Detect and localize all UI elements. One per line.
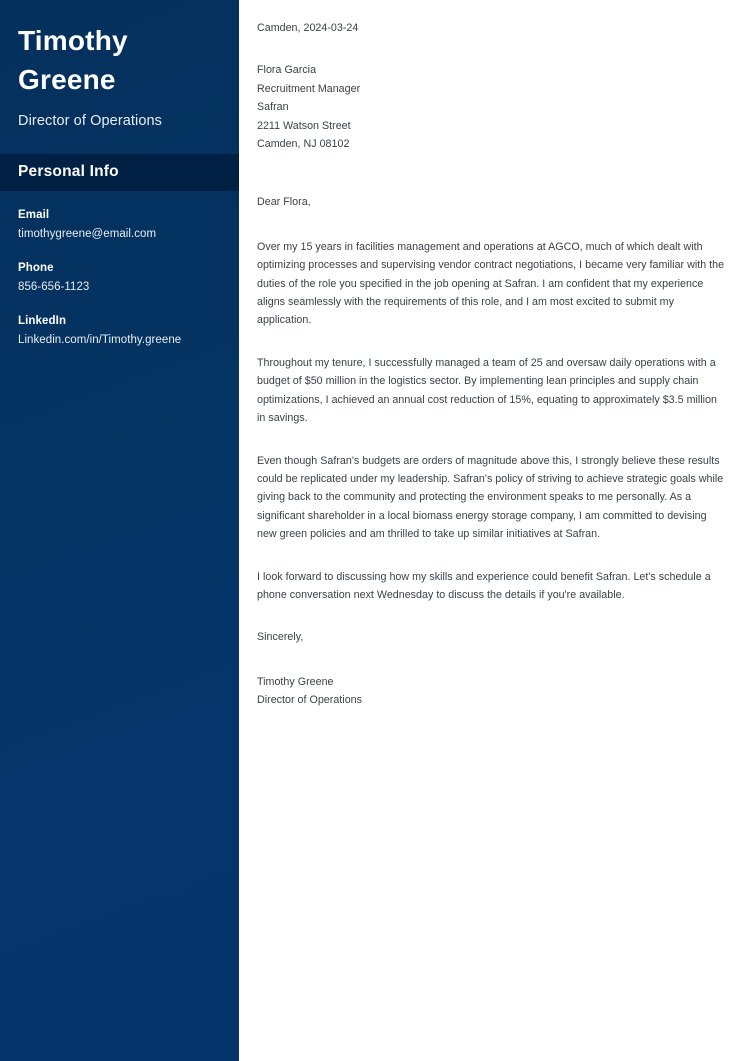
letter-paragraph-2: Throughout my tenure, I successfully managed a team of 25 and oversaw daily operations with a budget of $50 million in the logistics sector. By implementing lean principles and supply chain optimizations, I achieved an annual cost reduction of 15%, equating to approximately $3.5 million in savings.: [257, 356, 717, 425]
contact-item-phone: [18, 260, 221, 297]
last-name: Greene: [18, 63, 116, 95]
linkedin-value[interactable]: Linkedin.com/in/Timothy.greene: [18, 333, 182, 346]
contact-item-email: [18, 207, 221, 244]
letter-paragraph-1: Over my 15 years in facilities management and operations at AGCO, much of which dealt with optimizing processes and supervising vendor contract negotiations, I became very familiar with the duties of the role you specified in the job opening at Safran. I am confident that my experience aligns seamlessly with the requirements of this role, and I am most excited to submit my application.: [257, 240, 725, 327]
recipient-street: 2211 Watson Street: [257, 119, 351, 132]
personal-info-title: Personal Info: [18, 163, 119, 181]
salutation: Dear Flora,: [257, 196, 311, 209]
letter-body: [239, 0, 750, 1061]
contact-info-list: [0, 191, 239, 350]
contact-item-linkedin: [18, 313, 221, 350]
date-line: Camden, 2024-03-24: [257, 22, 359, 34]
email-value[interactable]: timothygreene@email.com: [18, 227, 157, 240]
phone-value[interactable]: 856-656-1123: [18, 280, 90, 293]
recipient-name: Flora Garcia: [257, 64, 317, 77]
personal-info-section-header: [0, 154, 239, 191]
sidebar-header: [0, 0, 239, 132]
recipient-title: Recruitment Manager: [257, 82, 361, 95]
signature-title: Director of Operations: [257, 694, 362, 707]
sidebar: [0, 0, 239, 1061]
recipient-company: Safran: [257, 101, 289, 114]
sidebar-job-title: Director of Operations: [18, 113, 163, 130]
recipient-address-block: [257, 61, 728, 153]
phone-label: Phone: [18, 261, 54, 274]
letter-paragraph-3: Even though Safran's budgets are orders of magnitude above this, I strongly believe these results could be replicated under my leadership. Safran's policy of striving to achieve strategic goals while giving back to the community and protecting the environment speaks to me personally. As a significant shareholder in a local biomass energy storage company, I am committed to devising new green policies and am thrilled to take up similar initiatives at Safran.: [257, 454, 724, 541]
linkedin-label: LinkedIn: [18, 314, 67, 327]
signature-name: Timothy Greene: [257, 675, 334, 688]
recipient-city-state-zip: Camden, NJ 08102: [257, 138, 350, 151]
first-name: Timothy: [18, 25, 128, 56]
letter-paragraph-4: I look forward to discussing how my skills and experience could benefit Safran. Let's schedule a phone conversation next Wednesday to discuss the details if you're available.: [257, 570, 711, 601]
closing-line: Sincerely,: [257, 631, 304, 644]
email-label: Email: [18, 208, 50, 221]
signature-block: [257, 673, 728, 710]
